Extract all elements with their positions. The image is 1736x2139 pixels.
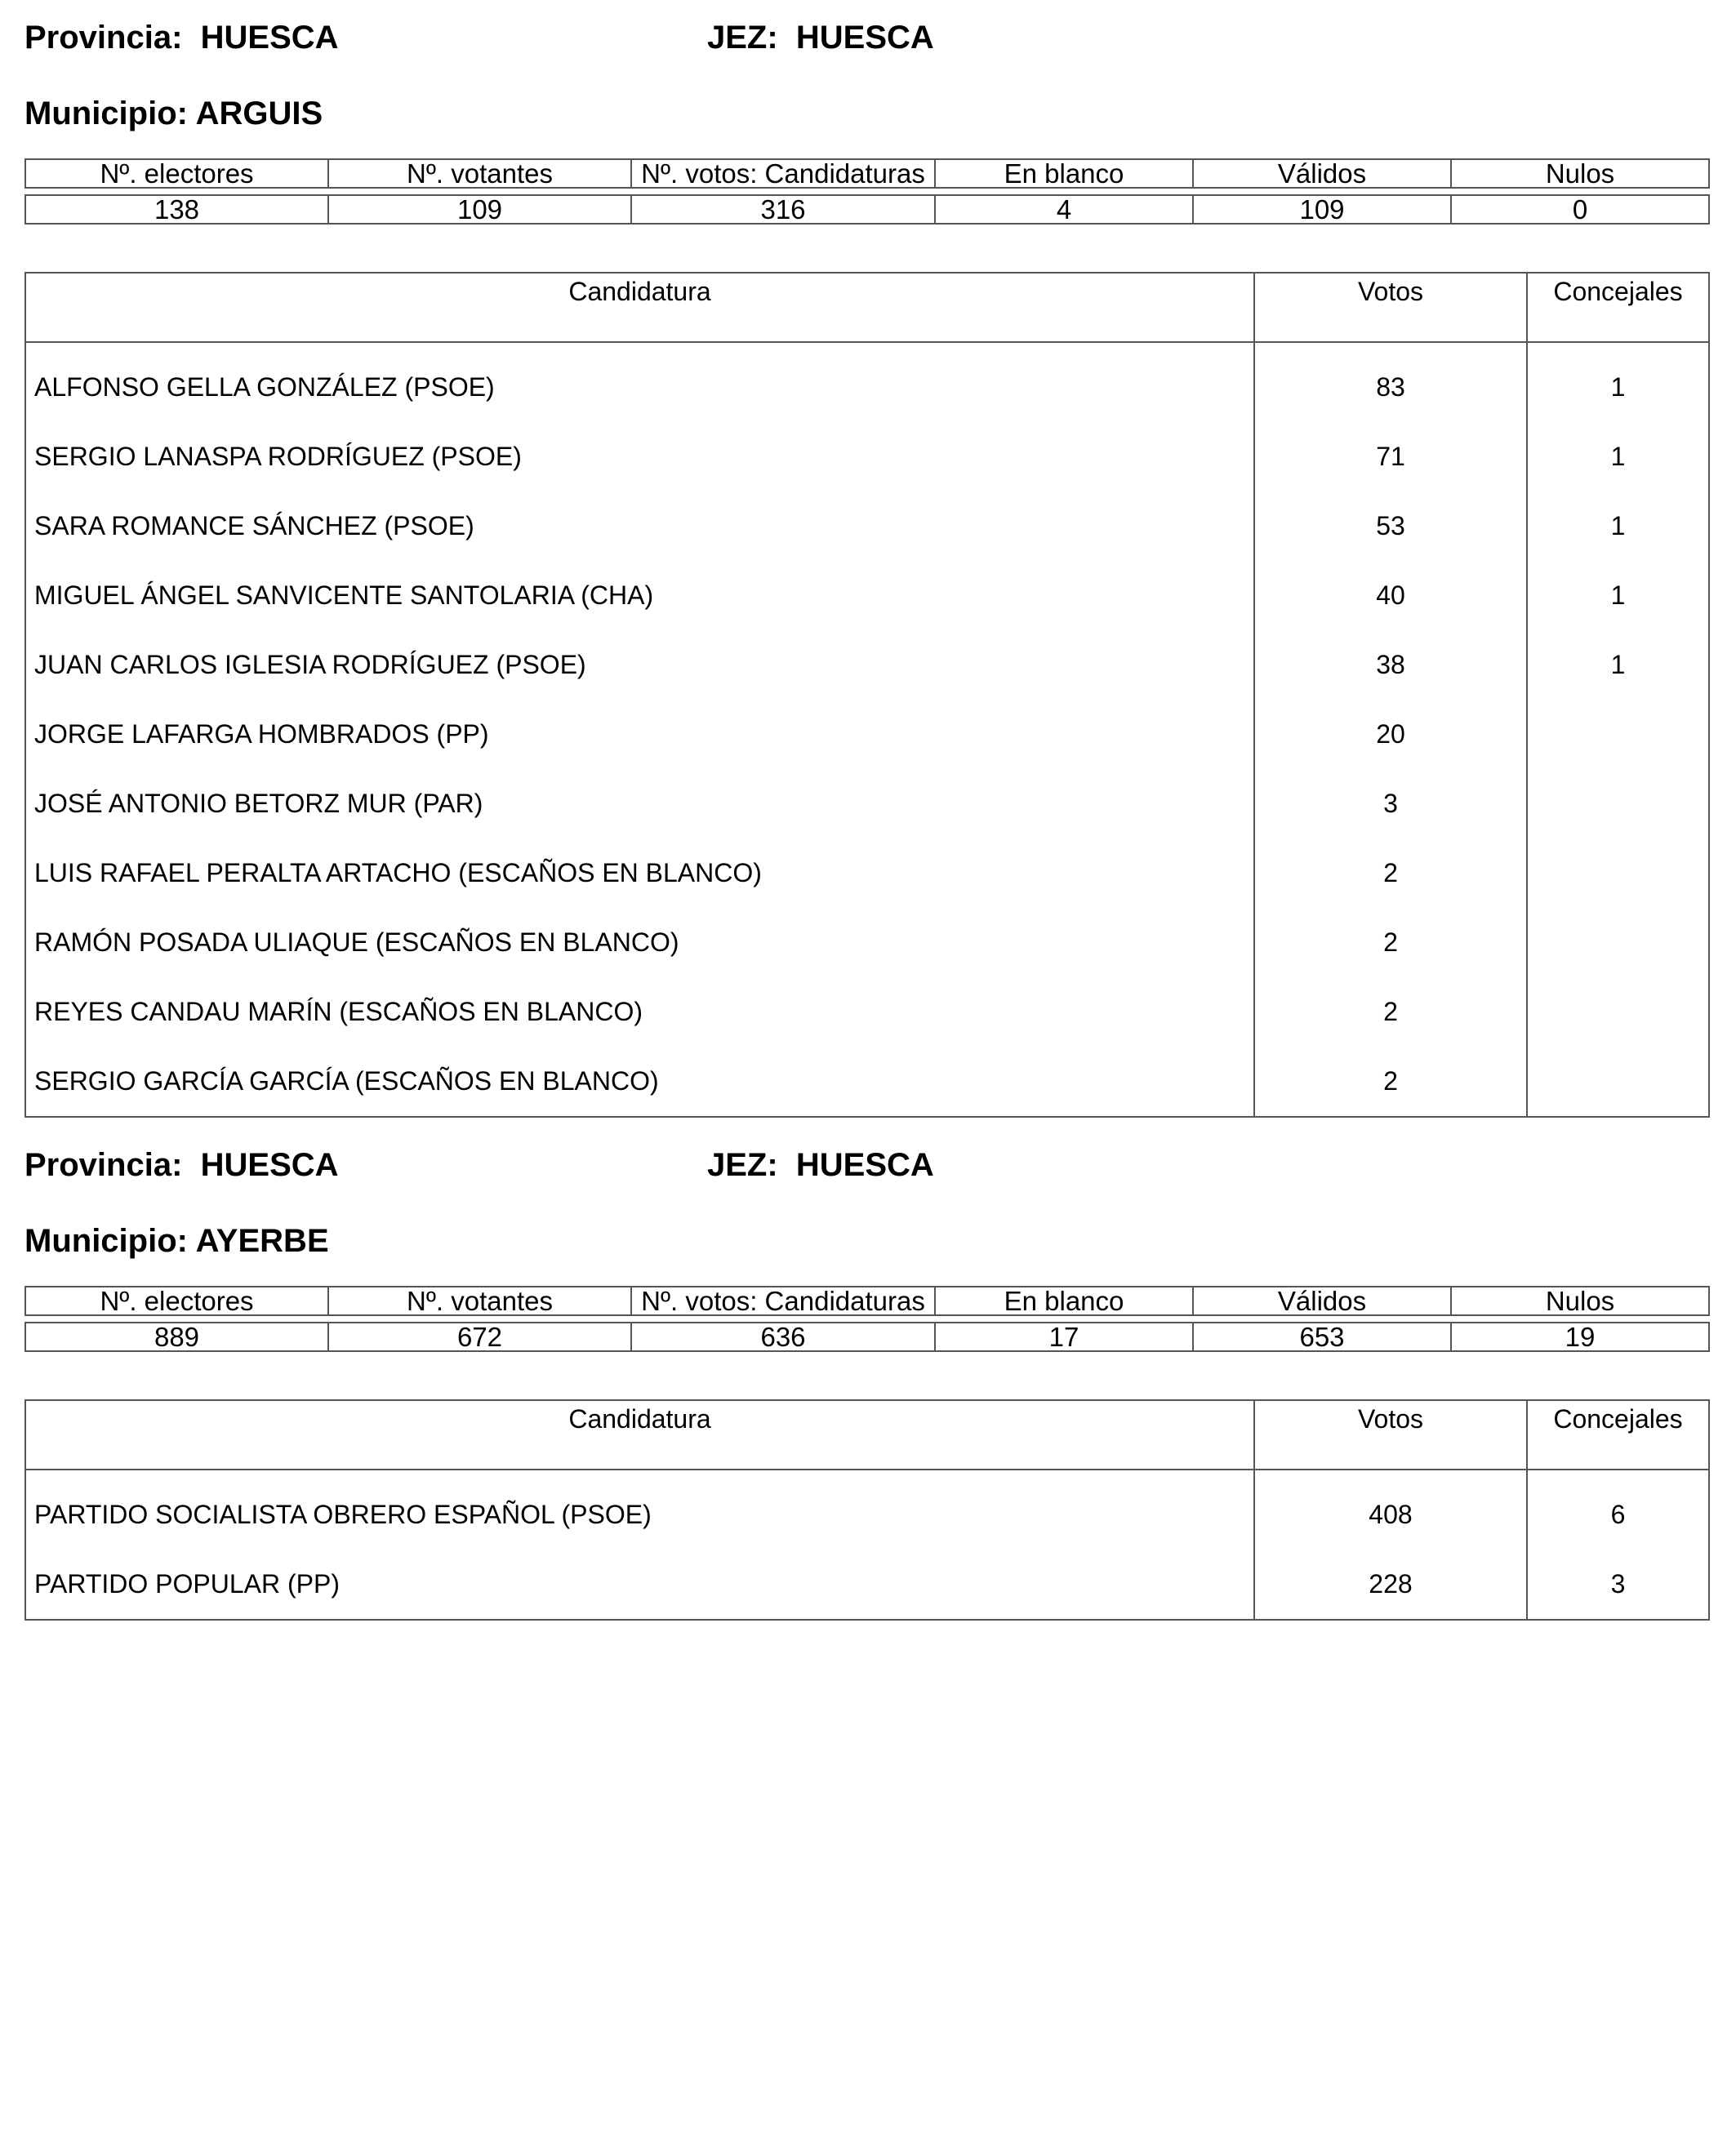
candidate-name: JUAN CARLOS IGLESIA RODRÍGUEZ (PSOE) <box>34 650 586 679</box>
candidates-header-row <box>25 1400 1709 1470</box>
summary-value-cell: 0 <box>1451 195 1709 224</box>
candidate-row <box>25 977 1709 1047</box>
summary-value-cell: 109 <box>1193 195 1451 224</box>
summary-values-row <box>25 195 1709 224</box>
summary-header-cell: Nulos <box>1451 159 1709 188</box>
concejales-header: Concejales <box>1527 1400 1709 1470</box>
provincia-label: Provincia: HUESCA <box>24 1147 339 1183</box>
candidates-table <box>24 1399 1710 1621</box>
candidate-name: JORGE LAFARGA HOMBRADOS (PP) <box>34 719 489 749</box>
municipio-section-arguis <box>24 18 1708 1104</box>
summary-header-cell: Válidos <box>1193 1287 1451 1315</box>
jez-label: JEZ: HUESCA <box>707 20 934 56</box>
candidate-concejales <box>1527 769 1709 838</box>
summary-value-cell: 17 <box>935 1323 1193 1351</box>
votos-header: Votos <box>1254 273 1527 342</box>
candidates-table <box>24 272 1710 1118</box>
candidate-concejales: 1 <box>1527 561 1709 630</box>
candidate-votos: 2 <box>1254 1047 1527 1117</box>
summary-header-cell: En blanco <box>935 159 1193 188</box>
candidate-votos: 53 <box>1254 491 1527 561</box>
candidate-votos: 3 <box>1254 769 1527 838</box>
candidate-name: SARA ROMANCE SÁNCHEZ (PSOE) <box>34 511 474 540</box>
candidate-votos: 2 <box>1254 908 1527 977</box>
summary-value-cell: 653 <box>1193 1323 1451 1351</box>
candidate-name: ALFONSO GELLA GONZÁLEZ (PSOE) <box>34 372 495 402</box>
candidate-row <box>25 353 1709 422</box>
candidate-votos: 40 <box>1254 561 1527 630</box>
candidate-row <box>25 1047 1709 1117</box>
candidate-votos: 71 <box>1254 422 1527 491</box>
summary-value-cell: 889 <box>25 1323 328 1351</box>
summary-value-cell: 316 <box>631 195 935 224</box>
candidate-concejales: 3 <box>1527 1550 1709 1620</box>
candidate-row <box>25 1480 1709 1550</box>
candidate-name: PARTIDO SOCIALISTA OBRERO ESPAÑOL (PSOE) <box>34 1500 652 1529</box>
summary-value-cell: 138 <box>25 195 328 224</box>
candidatura-header: Candidatura <box>25 273 1254 342</box>
candidate-row <box>25 908 1709 977</box>
municipio-label: Municipio: ARGUIS <box>24 96 323 131</box>
votos-header: Votos <box>1254 1400 1527 1470</box>
candidate-votos: 2 <box>1254 977 1527 1047</box>
summary-header-cell: En blanco <box>935 1287 1193 1315</box>
summary-header-table <box>24 1286 1710 1316</box>
candidate-concejales: 1 <box>1527 422 1709 491</box>
candidate-row <box>25 491 1709 561</box>
candidate-concejales <box>1527 838 1709 908</box>
summary-header-row <box>25 159 1709 188</box>
candidates-header-row <box>25 273 1709 342</box>
provincia-label: Provincia: HUESCA <box>24 20 339 56</box>
summary-header-row <box>25 1287 1709 1315</box>
candidate-concejales: 1 <box>1527 491 1709 561</box>
candidate-concejales <box>1527 1047 1709 1117</box>
candidate-votos: 408 <box>1254 1480 1527 1550</box>
summary-header-cell: Nº. votos: Candidaturas <box>631 159 935 188</box>
summary-values-table <box>24 194 1710 225</box>
candidate-concejales: 6 <box>1527 1480 1709 1550</box>
summary-header-cell: Nº. electores <box>25 159 328 188</box>
summary-header-cell: Nº. votantes <box>328 1287 631 1315</box>
candidate-concejales <box>1527 700 1709 769</box>
summary-value-cell: 4 <box>935 195 1193 224</box>
candidate-row <box>25 700 1709 769</box>
candidate-name: JOSÉ ANTONIO BETORZ MUR (PAR) <box>34 789 483 818</box>
candidate-name: PARTIDO POPULAR (PP) <box>34 1569 340 1599</box>
candidate-name: SERGIO GARCÍA GARCÍA (ESCAÑOS EN BLANCO) <box>34 1066 659 1096</box>
concejales-header: Concejales <box>1527 273 1709 342</box>
candidate-votos: 83 <box>1254 353 1527 422</box>
candidatura-header: Candidatura <box>25 1400 1254 1470</box>
summary-values-row <box>25 1323 1709 1351</box>
candidate-row <box>25 1550 1709 1620</box>
summary-header-cell: Nº. electores <box>25 1287 328 1315</box>
summary-values-table <box>24 1322 1710 1352</box>
municipio-label: Municipio: AYERBE <box>24 1223 329 1259</box>
candidate-name: REYES CANDAU MARÍN (ESCAÑOS EN BLANCO) <box>34 997 643 1026</box>
candidate-votos: 228 <box>1254 1550 1527 1620</box>
candidate-name: MIGUEL ÁNGEL SANVICENTE SANTOLARIA (CHA) <box>34 580 654 610</box>
candidate-row <box>25 838 1709 908</box>
candidate-name: RAMÓN POSADA ULIAQUE (ESCAÑOS EN BLANCO) <box>34 927 679 957</box>
summary-header-cell: Nº. votos: Candidaturas <box>631 1287 935 1315</box>
candidate-name: LUIS RAFAEL PERALTA ARTACHO (ESCAÑOS EN BLANCO) <box>34 858 762 887</box>
municipio-section-ayerbe <box>24 1145 1708 1603</box>
candidate-votos: 2 <box>1254 838 1527 908</box>
summary-value-cell: 109 <box>328 195 631 224</box>
summary-header-table <box>24 158 1710 189</box>
summary-value-cell: 636 <box>631 1323 935 1351</box>
candidate-concejales <box>1527 908 1709 977</box>
candidate-concejales: 1 <box>1527 353 1709 422</box>
candidate-name: SERGIO LANASPA RODRÍGUEZ (PSOE) <box>34 442 522 471</box>
summary-value-cell: 672 <box>328 1323 631 1351</box>
candidate-votos: 38 <box>1254 630 1527 700</box>
candidate-concejales <box>1527 977 1709 1047</box>
candidate-votos: 20 <box>1254 700 1527 769</box>
jez-label: JEZ: HUESCA <box>707 1147 934 1183</box>
candidate-concejales: 1 <box>1527 630 1709 700</box>
candidate-row <box>25 422 1709 491</box>
summary-header-cell: Nulos <box>1451 1287 1709 1315</box>
summary-value-cell: 19 <box>1451 1323 1709 1351</box>
candidate-row <box>25 769 1709 838</box>
candidate-row <box>25 630 1709 700</box>
candidate-row <box>25 561 1709 630</box>
summary-header-cell: Nº. votantes <box>328 159 631 188</box>
summary-header-cell: Válidos <box>1193 159 1451 188</box>
